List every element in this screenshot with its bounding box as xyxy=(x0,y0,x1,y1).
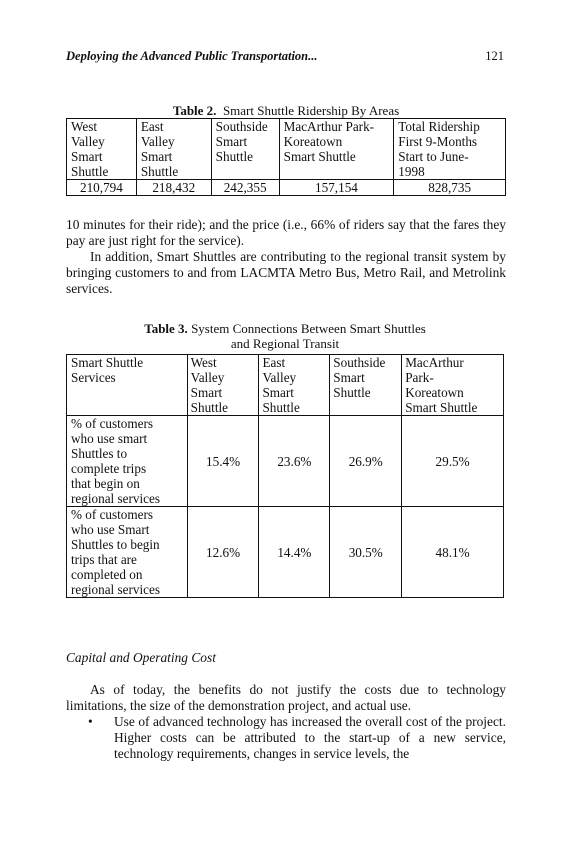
table3-value-cell: 23.6% xyxy=(259,416,330,507)
system-connections-table xyxy=(66,354,504,598)
table3-value-cell: 26.9% xyxy=(330,416,402,507)
table3-row-label: % of customers who use Smart Shuttles to begin trips that are completed on regional services xyxy=(67,507,188,598)
running-header xyxy=(66,49,504,64)
bullet-icon: • xyxy=(88,714,93,729)
table2-value-row xyxy=(67,180,506,196)
bullet-item xyxy=(66,714,506,762)
paragraph-continuation: 10 minutes for their ride); and the price (i.e., 66% of riders say that the fares they pay are just right for the service). xyxy=(66,217,506,248)
table3-caption xyxy=(66,321,504,351)
table3-value-cell: 12.6% xyxy=(187,507,259,598)
table3-header-cell: East Valley Smart Shuttle xyxy=(259,355,330,416)
table2-header-row xyxy=(67,119,506,180)
table3-value-cell: 30.5% xyxy=(330,507,402,598)
paragraph-costs: As of today, the benefits do not justify the costs due to technology limitations, the size of the demonstration project, and actual use. xyxy=(66,682,506,713)
table3-header-row xyxy=(67,355,504,416)
table3-header-cell: Smart Shuttle Services xyxy=(67,355,188,416)
table2-header-cell: Total Ridership First 9-Months Start to June- 1998 xyxy=(394,119,506,180)
table3-value-cell: 15.4% xyxy=(187,416,259,507)
table3-title: System Connections Between Smart Shuttles xyxy=(191,321,426,336)
table3-header-cell: MacArthur Park- Koreatown Smart Shuttle xyxy=(402,355,504,416)
table3-header-cell: West Valley Smart Shuttle xyxy=(187,355,259,416)
table2-value-cell: 210,794 xyxy=(67,180,137,196)
table2-caption xyxy=(66,103,506,118)
table2-value-cell: 242,355 xyxy=(211,180,279,196)
table2-value-cell: 828,735 xyxy=(394,180,506,196)
table2-header-cell: West Valley Smart Shuttle xyxy=(67,119,137,180)
table3-header-cell: Southside Smart Shuttle xyxy=(330,355,402,416)
table3-row xyxy=(67,507,504,598)
page-number: 121 xyxy=(485,49,504,63)
ridership-table xyxy=(66,118,506,196)
bullet-text: Use of advanced technology has increased the overall cost of the project. Higher costs can be attributed to the start-up of a new service, technology requirements, changes in service levels, the xyxy=(114,714,506,761)
table2-header-cell: MacArthur Park- Koreatown Smart Shuttle xyxy=(279,119,394,180)
table2-label: Table 2. xyxy=(172,103,217,118)
table3-title-line2: and Regional Transit xyxy=(230,336,340,351)
table3-value-cell: 48.1% xyxy=(402,507,504,598)
table2-title: Smart Shuttle Ridership By Areas xyxy=(222,103,400,118)
table2-header-cell: Southside Smart Shuttle xyxy=(211,119,279,180)
table3-row xyxy=(67,416,504,507)
table2-header-cell: East Valley Smart Shuttle xyxy=(136,119,211,180)
paragraph-regional-transit: In addition, Smart Shuttles are contributing to the regional transit system by bringing customers to and from LACMTA Metro Bus, Metro Rail, and Metrolink services. xyxy=(66,249,506,296)
section-heading: Capital and Operating Cost xyxy=(66,650,216,665)
table2-value-cell: 218,432 xyxy=(136,180,211,196)
table3-value-cell: 14.4% xyxy=(259,507,330,598)
table3-row-label: % of customers who use smart Shuttles to complete trips that begin on regional services xyxy=(67,416,188,507)
table3-label: Table 3. xyxy=(144,321,188,336)
running-title: Deploying the Advanced Public Transportation... xyxy=(66,49,318,63)
table2-value-cell: 157,154 xyxy=(279,180,394,196)
table3-value-cell: 29.5% xyxy=(402,416,504,507)
